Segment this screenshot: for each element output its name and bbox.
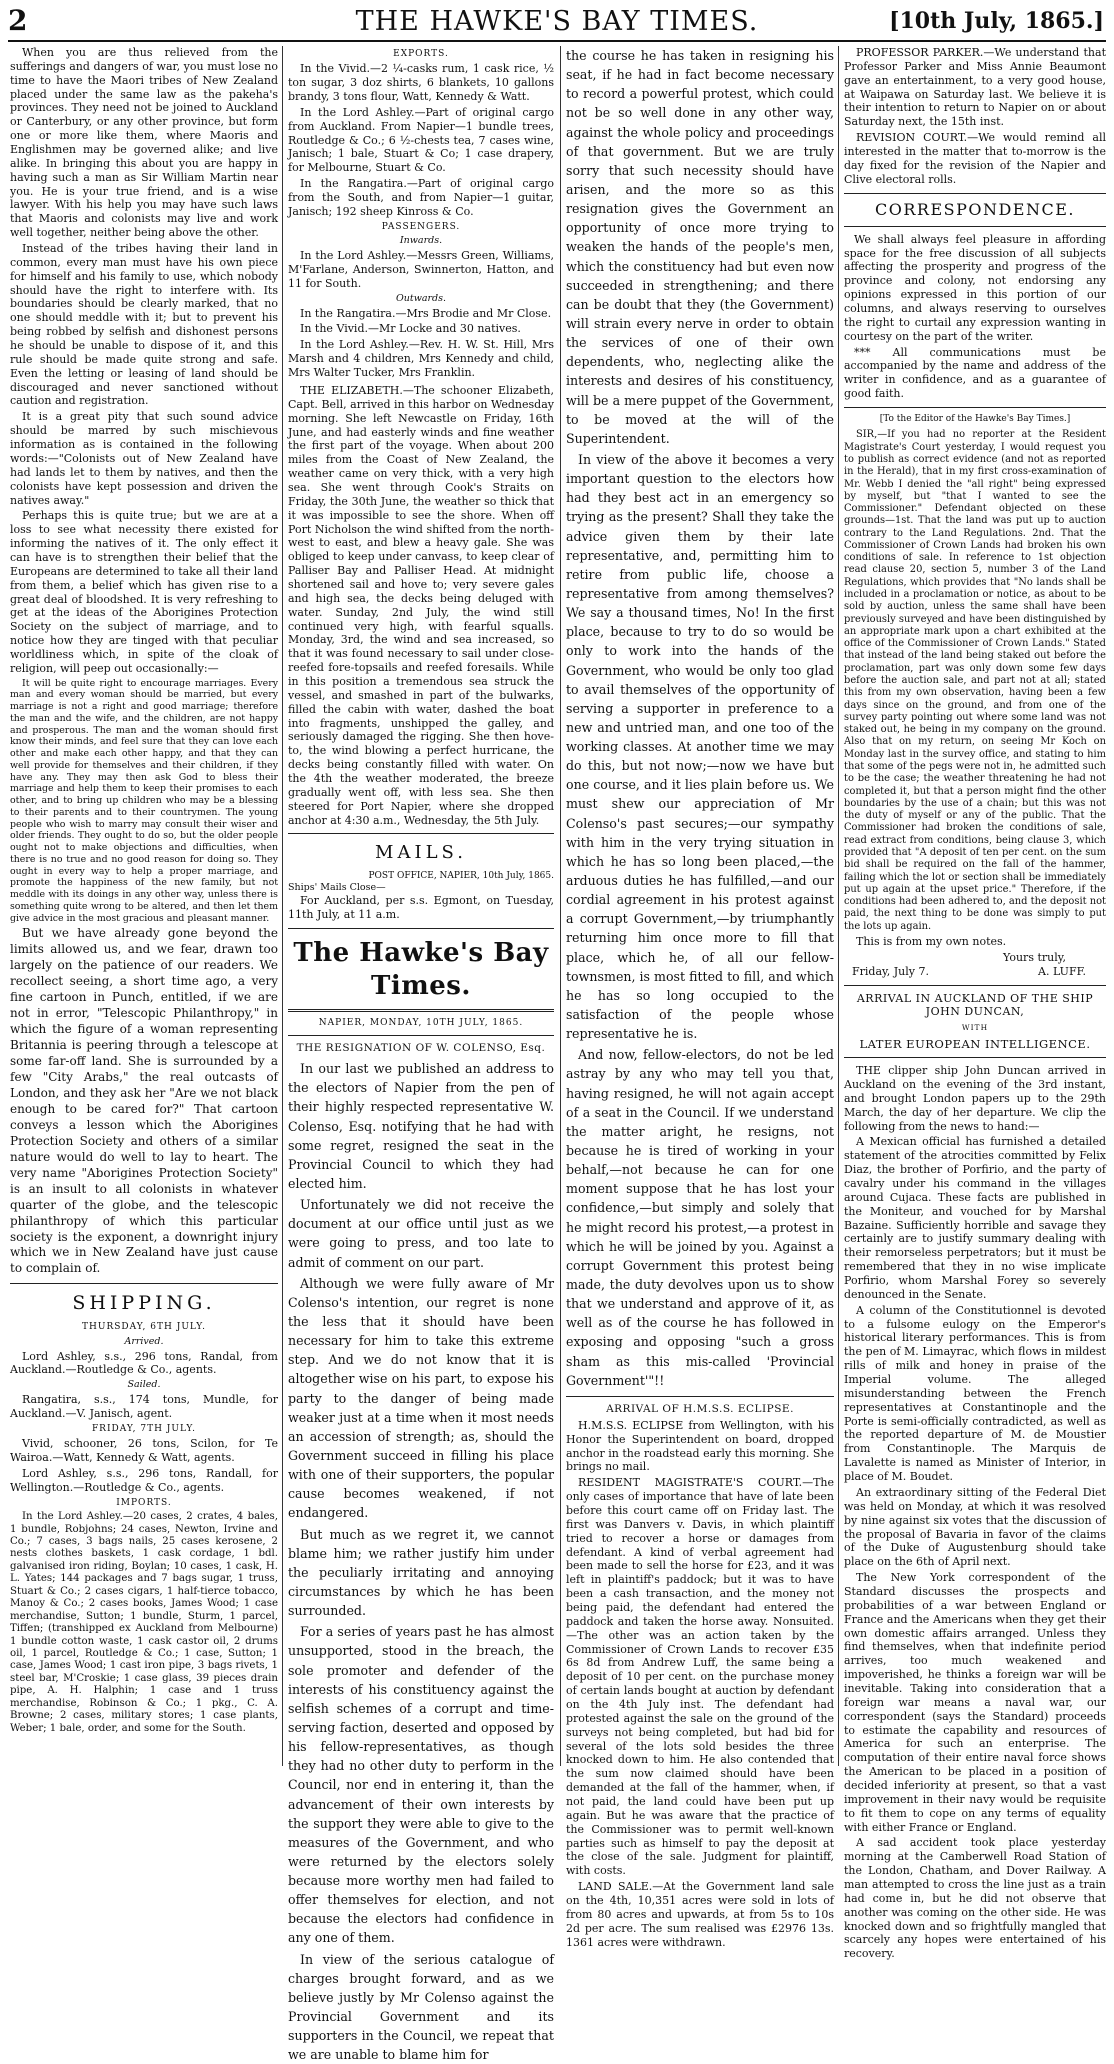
land-sale-report: LAND SALE.—At the Government land sale on the 4th, 10,351 acres were sold in lots of from 80 acres and upwards, at from 5s to 10s 2d per acre. The sum realised was £2976 13s. 1361 acres were withdrawn. [566, 1880, 834, 1949]
imports-heading: IMPORTS. [116, 1497, 172, 1508]
paragraph: And now, fellow-electors, do not be led astray by any who may tell you that, having resigned, he will not again accept of a seat in the Council. If we understand the matter aright, he resigns, not because he is tired of working in your behalf,—not because he can for one moment suppose that he has lost your confidence,—but simply and solely that he might record his protest,—a protest in which he will be joined by you. Against a corrupt Government this protest being made, the duty devolves upon us to show that we understand and approve of it, as well as of the course he has followed in exposing and opposing "such a gross sham as this mis-called 'Provincial Government'"!! [566, 1047, 834, 1388]
arrival-subheading: LATER EUROPEAN INTELLIGENCE. [859, 1036, 1091, 1051]
column-divider [282, 46, 283, 1766]
paragraph: the course he has taken in resigning his seat, if he had in fact become necessary to record a powerful protest, which could not be so well done in any other way, against the whole policy and proceedings of that government. But we are truly sorry that such necessity should have arisen, and the more so as this resignation gives the Government an opportunity of once more trying to weaken the hands of the people's men, which the constituency had but even now succeeded in strengthening; and there can be doubt that they (the Government) will strain every nerve in order to obtain the services of one of their own dependents, who, neglecting alike the interests and desires of his constituency, will be a mere puppet of the Government, to be moved at the will of the Superintendent. [566, 48, 834, 446]
letter-closing: This is from my own notes. [856, 934, 1007, 948]
inwards-label: Inwards. [399, 235, 443, 247]
section-rule [288, 1035, 554, 1036]
exports-entry: In the Vivid.—2 ¼-casks rum, 1 cask rice, ½ ton sugar, 3 doz shirts, 6 blankets, 10 gallons brandy, 3 tons flour, Watt, Kennedy & Watt. [288, 62, 554, 104]
passenger-entry: In the Lord Ashley.—Messrs Green, Williams, M'Farlane, Anderson, Swinnerton, Hatton, and 11 for South. [288, 249, 554, 290]
column-4 [844, 46, 1106, 1961]
mails-close-label: Ships' Mails Close— [288, 882, 386, 894]
page-number: 2 [8, 4, 28, 37]
news-item: A sad accident took place yesterday morning at the Camberwell Road Station of the London, Chatham, and Dover Railway. A man attempted to cross the line just as a train had come in, but he did not observe that another was coming on the other side. He was knocked down and so frightfully mangled that scarcely any hopes were entertained of his recovery. [844, 1836, 1106, 1961]
editorial-date: NAPIER, MONDAY, 10TH JULY, 1865. [318, 1017, 524, 1028]
editorial-notice: *** All communications must be accompanied by the name and address of the writer in confidence, and as a guarantee of good faith. [844, 345, 1106, 401]
paragraph: But we have already gone beyond the limits allowed us, and we fear, drawn too largely on the patience of our readers. We recollect seeing, a short time ago, a very fine cartoon in Punch, entitled, if we are not in error, "Telescopic Philanthropy," in which the figure of a woman representing Britannia is peering through a telescope at some far-off land. She is surrounded by a few "City Arabs," the real outcasts of London, and they ask her "Are we not black enough to be cared for?" That cartoon conveys a lesson which the Aborigines Protection Society and others of a similar nature would do well to lay to heart. The very name "Aborigines Protection Society" is an insult to all colonists in whatever quarter of the globe, and the telescopic philanthropy of which this particular society is the exponent, a downright injury which we in New Zealand have just cause to complain of. [10, 926, 278, 1276]
column-divider [838, 46, 839, 1766]
section-rule [844, 1057, 1106, 1058]
section-rule [566, 1396, 834, 1397]
newspaper-title: THE HAWKE'S BAY TIMES. [355, 6, 759, 37]
letter-signature: A. LUFF. [1038, 964, 1086, 978]
exports-heading: EXPORTS. [393, 49, 449, 59]
shipping-date: FRIDAY, 7TH JULY. [91, 1424, 197, 1435]
mails-office: POST OFFICE, NAPIER, 10th July, 1865. [368, 871, 554, 882]
mails-entry: For Auckland, per s.s. Egmont, on Tuesday, 11th July, at 11 a.m. [288, 894, 554, 922]
section-rule [10, 1283, 278, 1284]
issue-date: [10th July, 1865.] [889, 8, 1104, 34]
paragraph: In our last we published an address to the electors of Napier from the pen of their highly respected representative W. Colenso, Esq. notifying that he had with some regret, resigned the seat in the Provincial Council to which they had elected him. [288, 1061, 554, 1191]
news-item: The New York correspondent of the Standard discusses the prospects and probabilities of a war between England or France and the Americans when they get their own domestic affairs arranged. Unless they find themselves, when that indefinite period arrives, too much weakened and impoverished, he thinks a foreign war will be inevitable. Taking into consideration that a foreign war means a naval war, our correspondent (says the Standard) proceeds to estimate the capability and resources of America for such an enterprise. The computation of their entire naval force shows the American to be placed in a position of decided inferiority at present, so that a vast improvement in their navy would be requisite to fit them to cope on any terms of equality with either France or England. [844, 1571, 1106, 1834]
mails-heading: MAILS. [375, 842, 467, 864]
column-3 [566, 46, 834, 1949]
paragraph: PROFESSOR PARKER.—We understand that Professor Parker and Miss Annie Beaumont gave an entertainment, to a very good house, at Waipawa on Saturday last. We believe it is their intention to return to Napier on or about Saturday next, the 15th inst. [844, 46, 1106, 129]
section-rule [288, 833, 554, 834]
shipping-entry: Rangatira, s.s., 174 tons, Mundle, for Auckland.—V. Janisch, agent. [10, 1393, 278, 1421]
paragraph: REVISION COURT.—We would remind all interested in the matter that to-morrow is the day fixed for the revision of the Napier and Clive electoral rolls. [844, 131, 1106, 186]
column-2 [288, 46, 554, 2063]
masthead-rule [8, 40, 1106, 42]
arrival-with: WITH [961, 1023, 989, 1033]
paragraph: When you are thus relieved from the sufferings and dangers of war, you must lose no time to have the Maori tribes of New Zealand placed under the same law as the pakeha's provinces. They need not be joined to Auckland or Canterbury, or any other province, but form one or more like them, where Maoris and Englishmen may be governed alike; and live alike. In bringing this about you are happy in having such a man as Sir William Martin near you. He is your true friend, and is a wise lawyer. With his help you may have such laws that Maoris and colonists may live and work well together, neither being above the other. [10, 46, 278, 240]
article-heading: THE RESIGNATION OF W. COLENSO, Esq. [296, 1041, 546, 1054]
paragraph: Although we were fully aware of Mr Colenso's intention, our regret is none the less that it should have been necessary for him to take this extreme step. And we do not know that it is altogether wise on his part, to expose his party to the danger of being made weaker just at a time when it most needs an accession of strength; as, should the Government succeed in filling his place with one of their supporters, the popular cause becomes weakened, if not endangered. [288, 1275, 554, 1521]
paragraph: Unfortunately we did not receive the document at our office until just as we were going to press, and too late to admit of comment on our part. [288, 1197, 554, 1270]
section-rule [288, 928, 554, 929]
letter-date: Friday, July 7. [852, 964, 929, 978]
news-item: A column of the Constitutionnel is devoted to a fulsome eulogy on the Emperor's historical literary performances. This is from the pen of M. Limayrac, which flows in mildest rills of milk and honey in praise of the Imperial volume. The alleged misunderstanding between the French representatives at Constantinople and the Porte is semi-officially contradicted, as well as the reported departure of M. de Moustier from Constantinople. The Marquis de Lavalette is named as Minister of Interior, in place of M. Boudet. [844, 1303, 1106, 1484]
paragraph: In view of the above it becomes a very important question to the electors how had they best act in an emergency so trying as the present? Shall they take the advice given them by their late representative, and, permitting him to retire from public life, choose a representative from among themselves? We say a thousand times, No! In the first place, because to try to do so would be only to work into the hands of the Government, who would be only too glad to avail themselves of the opportunity of serving a supporter in preference to a new and untried man, and one too of the working classes. At another time we may do this, but not now;—now we have but one course, and it lies plain before us. We must shew our appreciation of Mr Colenso's past secures;—our sympathy with him in the very trying situation in which he has so long been placed,—the arduous duties he has fulfilled,—and our cordial agreement in his protest against a corrupt Government,—by triumphantly returning him once more to fill that place, which he, of all our fellow-townsmen, is most fitted to fill, and which he has so long occupied to the satisfaction of the people whose representative he is. [566, 451, 834, 1042]
news-item: A Mexican official has furnished a detailed statement of the atrocities committed by Felix Diaz, the brother of Porfirio, and the party of cavalry under his command in the villages around Cujaca. These facts are published in the Moniteur, and vouched for by Marshal Bazaine. Sufficiently horrible and savage they certainly are to justify summary dealing with their remorseless perpetrators; but it must be remembered that they in no wise implicate Porfirio, whom Marshal Forey so severely denounced in the Senate. [844, 1135, 1106, 1301]
passenger-entry: In the Vivid.—Mr Locke and 30 natives. [300, 322, 521, 336]
arrival-heading: ARRIVAL IN AUCKLAND OF THE SHIP JOHN DUNCAN, [856, 991, 1094, 1019]
paper-nameplate: The Hawke's Bay Times. [293, 938, 549, 1001]
sailed-label: Sailed. [127, 1379, 161, 1391]
news-item: An extraordinary sitting of the Federal Diet was held on Monday, at which it was resolved by nine against six votes that the discussion of the proposal of Bavaria in favor of the claims of the Duke of Augustenburg should take place on the 6th of April next. [844, 1485, 1106, 1569]
exports-entry: In the Rangatira.—Part of original cargo from the South, and from Napier—1 guitar, Janisch; 192 sheep Kinross & Co. [288, 177, 554, 218]
paragraph: Instead of the tribes having their land in common, every man must have his own piece for himself and his family to use, which nobody should have the right to interfere with. Its boundaries should be clearly marked, that no one should meddle with it; but to prevent his being robbed by selfish and dishonest persons he should be unable to dispose of it, and this rule should be made quite strong and safe. Even the letting or leasing of land should be discouraged and never sanctioned without caution and registration. [10, 242, 278, 408]
column-1 [10, 46, 278, 1766]
letter-yours: Yours truly, [1003, 950, 1066, 964]
shipping-date: THURSDAY, 6TH JULY. [82, 1322, 206, 1333]
shipping-entry: Lord Ashley, s.s., 296 tons, Randall, for Wellington.—Routledge & Co., agents. [10, 1467, 278, 1494]
shipping-entry: Vivid, schooner, 26 tons, Scilon, for Te Wairoa.—Watt, Kennedy & Watt, agents. [10, 1437, 278, 1465]
paragraph: H.M.S.S. ECLIPSE from Wellington, with his Honor the Superintendent on board, dropped anchor in the roadstead early this morning. She brings no mail. [566, 1418, 834, 1474]
outwards-label: Outwards. [395, 292, 447, 304]
quoted-paragraph: It will be quite right to encourage marriages. Every man and every woman should be married, but every marriage is not a right and good marriage; therefore the man and the wife, and the children, are not happy and prosperous. The man and the woman should first know their minds, and feel sure that they can love each other and make each other happy, and that they can well provide for themselves and their children, if they have any. They may then ask God to bless their marriage and help them to keep their promises to each other, and to bring up children who may be a blessing to their parents and to their countrymen. The young people who wish to marry may consult their wiser and older friends. They ought to do so, but the older people ought not to make objections and difficulties, when there is no true and no good reason for doing so. They ought in every way to help a proper marriage, and promote the happiness of the new family, but not meddle with its doings in any other way, unless there is something quite wrong to be altered, and then let them give advice in the most gracious and pleasant manner. [10, 677, 278, 924]
letter-salutation-heading: [To the Editor of the Hawke's Bay Times.] [879, 414, 1071, 425]
paragraph: It is a great pity that such sound advice should be marred by such mischievous information as is contained in the following words:—"Colonists out of New Zealand have had lands let to them by natives, and then the colonists have kept possession and driven the natives away." [10, 410, 278, 507]
arrived-label: Arrived. [124, 1335, 164, 1347]
paragraph: In view of the serious catalogue of charges brought forward, and as we believe justly by Mr Colenso against the Provincial Government and its supporters in the Council, we repeat that we are unable to blame him for [288, 1951, 554, 2063]
court-report: RESIDENT MAGISTRATE'S COURT.—The only cases of importance that have of late been before this court came off on Friday last. The first was Danvers v. Davis, in which plaintiff tried to recover a horse or damages from defendant. A kind of verbal agreement had been made to sell the horse for £23, and it was left in plaintiff's paddock; but it was to have been a cash transaction, and the money not being paid, the defendant had entered the paddock and taken the horse away. Nonsuited.—The other was an action taken by the Commissioner of Crown Lands to recover £35 6s 8d from Andrew Luff, the same being a deposit of 10 per cent. on the purchase money of certain lands bought at auction by defendant on the 4th July inst. The defendant had protested against the sale on the ground of the surveys not being completed, but had bid for several of the lots sold besides the three knocked down to him. He also contended that the sum now claimed should have been demanded at the fall of the hammer, when, if not paid, the land could have been put up again. But he was aware that the practice of the Commissioner was to permit well-known parties such as himself to pay the deposit at the close of the sale. Judgment for plaintiff, with costs. [566, 1476, 834, 1878]
shipping-entry: Lord Ashley, s.s., 296 tons, Randal, from Auckland.—Routledge & Co., agents. [10, 1349, 278, 1377]
correspondence-heading: CORRESPONDENCE. [875, 199, 1075, 219]
column-divider [560, 46, 561, 1766]
nameplate-rule [288, 1009, 554, 1012]
masthead [0, 0, 1114, 44]
elizabeth-report: THE ELIZABETH.—The schooner Elizabeth, Capt. Bell, arrived in this harbor on Wednesday morning. She left Newcastle on Friday, 16th June, and had easterly winds and fine weather the first part of the voyage. When about 200 miles from the Coast of New Zealand, the weather came on very thick, with a very high sea. She went through Cook's Straits on Friday, the 30th June, the weather so thick that it was impossible to see the shore. When off Port Nicholson the wind shifted from the north-west to east, and blew a heavy gale. She was obliged to keep under canvass, to keep clear of Palliser Bay and Palliser Head. At midnight shortened sail and hove to; very severe gales and high sea, the decks being deluged with water. Sunday, 2nd July, the wind still continued very high, with fearful squalls. Monday, 3rd, the wind and sea increased, so that it was found necessary to sail under close-reefed fore-topsails and reefed foresails. While in this position a tremendous sea struck the vessel, and smashed in part of the bulwarks, filled the cabin with water, dashed the boat into fragments, unshipped the galley, and seriously damaged the rigging. She then hove-to, the wind blowing a perfect hurricane, the decks being constantly filled with water. On the 4th the weather moderated, the breeze gradually went off, with less sea. She then steered for Port Napier, where she dropped anchor at 4:30 a.m., Wednesday, the 5th July. [288, 383, 554, 827]
paragraph: THE clipper ship John Duncan arrived in Auckland on the evening of the 3rd instant, and brought London papers up to the 29th March, the day of her departure. We clip the following from the news to hand:— [844, 1064, 1106, 1133]
paragraph: But much as we regret it, we cannot blame him; we rather justify him under the peculiarly irritating and annoying circumstances by which he has been surrounded. [288, 1526, 554, 1619]
passengers-heading: PASSENGERS. [381, 221, 461, 232]
section-rule [844, 985, 1106, 986]
paragraph: For a series of years past he has almost unsupported, stood in the breach, the sole promoter and defender of the interests of his constituency against the selfish schemes of a corrupt and time-serving faction, deserted and opposed by his fellow-representatives, as though they had no other duty to perform in the Council, nor end in entering it, than the advancement of their own interests by the support they were able to give to the measures of the Government, and who were returned by the electors solely because more worthy men had failed to offer themselves for election, and not because the electors had confidence in any one of them. [288, 1624, 554, 1946]
passenger-entry: In the Rangatira.—Mrs Brodie and Mr Close. [300, 306, 552, 320]
imports-list: In the Lord Ashley.—20 cases, 2 crates, 4 bales, 1 bundle, Robjohns; 24 cases, Newton, Irvine and Co.; 7 cases, 3 bags nails, 25 cases kerosene, 2 nests clothes baskets, 1 cask cordage, 1 bdl. galvanised iron riding, Boylan; 10 cases, 1 cask, H. L. Yates; 144 packages and 7 bags sugar, 1 truss, Stuart & Co.; 2 cases cigars, 1 half-tierce tobacco, Manoy & Co.; 2 cases books, James Wood; 1 case merchandise, Sutton; 1 bundle, Sturm, 1 parcel, Tiffen; (transhipped ex Auckland from Melbourne) 1 bundle cotton waste, 1 cask castor oil, 2 drums oil, 1 parcel, Routledge & Co.; 1 case, Sutton; 1 case, James Wood; 1 cast iron pipe, 3 bags rivets, 1 steel bar, M'Croskie; 1 case glass, 39 pieces drain pipe, A. H. Halphin; 1 case and 1 truss merchandise, Robinson & Co.; 1 pkg., C. A. Browne; 2 cases, military stores; 1 case plants, Weber; 1 bale, order, and some for the South. [10, 1511, 278, 1734]
editorial-notice: We shall always feel pleasure in affording space for the free discussion of all subjects affecting the prosperity and progress of the province and colony, not endorsing any opinions expressed in this portion of our columns, and always reserving to ourselves the right to curtail any expression wanting in courtesy on the part of the writer. [844, 232, 1106, 343]
shipping-heading: SHIPPING. [72, 1292, 216, 1315]
paragraph: Perhaps this is quite true; but we are at a loss to see what necessity there existed for informing the natives of it. The only effect it can have is to strengthen their belief that the Europeans are determined to take all their land from them, a belief which has given rise to a great deal of bloodshed. It is very refreshing to get at the ideas of the Aborigines Protection Society on the subject of marriage, and to notice how they are tinged with that peculiar worldliness which, in spite of the cloak of religion, will peep out occasionally:— [10, 509, 278, 675]
eclipse-heading: ARRIVAL OF H.M.S.S. ECLIPSE. [606, 1402, 794, 1415]
exports-entry: In the Lord Ashley.—Part of original cargo from Auckland. From Napier—1 bundle trees, Routledge & Co.; 6 ½-chests tea, 7 cases wine, Janisch; 1 bale, Stuart & Co; 1 case drapery, for Melbourne, Stuart & Co. [288, 105, 554, 175]
passenger-entry: In the Lord Ashley.—Rev. H. W. St. Hill, Mrs Marsh and 4 children, Mrs Kennedy and child, Mrs Walter Tucker, Mrs Franklin. [288, 338, 554, 380]
section-rule [844, 193, 1106, 194]
section-rule [844, 226, 1106, 227]
section-rule [844, 407, 1106, 408]
letter-body: SIR,—If you had no reporter at the Resident Magistrate's Court yesterday, I would request you to publish as correct evidence (and not as reported in the Herald), that in my first cross-examination of Mr. Webb I denied the "all right" being expressed by myself, but "that I wanted to see the Commissioner." Defendant objected on these grounds—1st. That the land was put up to auction contrary to the Land Regulations. 2nd. That the Commissioner of Crown Lands had broken his own conditions of sale. In reference to 1st objection read clause 20, section 5, number 3 of the Land Regulations, which provides that "No lands shall be included in a proclamation or notice, as about to be sold by auction, unless the same shall have been previously surveyed and have been distinguished by an appropriate mark upon a chart exhibited at the office of the Commissioner of Crown Lands." Stated that instead of the land being staked out before the proclamation, part was only down some few days before the auction sale, and part not at all; stated this from my own observation, having been a few days since on the ground, and from one of the survey party pointing out where some land was not staked out, he being in my company on the ground. Also that on my return, on seeing Mr Koch on Monday last in the survey office, and stating to him that some of the pegs were not in, he admitted such to be the case; the weather threatening he had not completed it, but that a person might find the other boundaries by the use of a chain; but this was not the duty of myself or any of the public. That the Commissioner had broken the conditions of sale, read extract from conditions, being clause 3, which provided that "A deposit of ten per cent. on the sum bid shall be required on the fall of the hammer, failing which the lot or section shall be immediately put up again at the upset price." Therefore, if the conditions had been adhered to, and the deposit not paid, the next thing to be done was simply to put the lots up again. [844, 429, 1106, 932]
